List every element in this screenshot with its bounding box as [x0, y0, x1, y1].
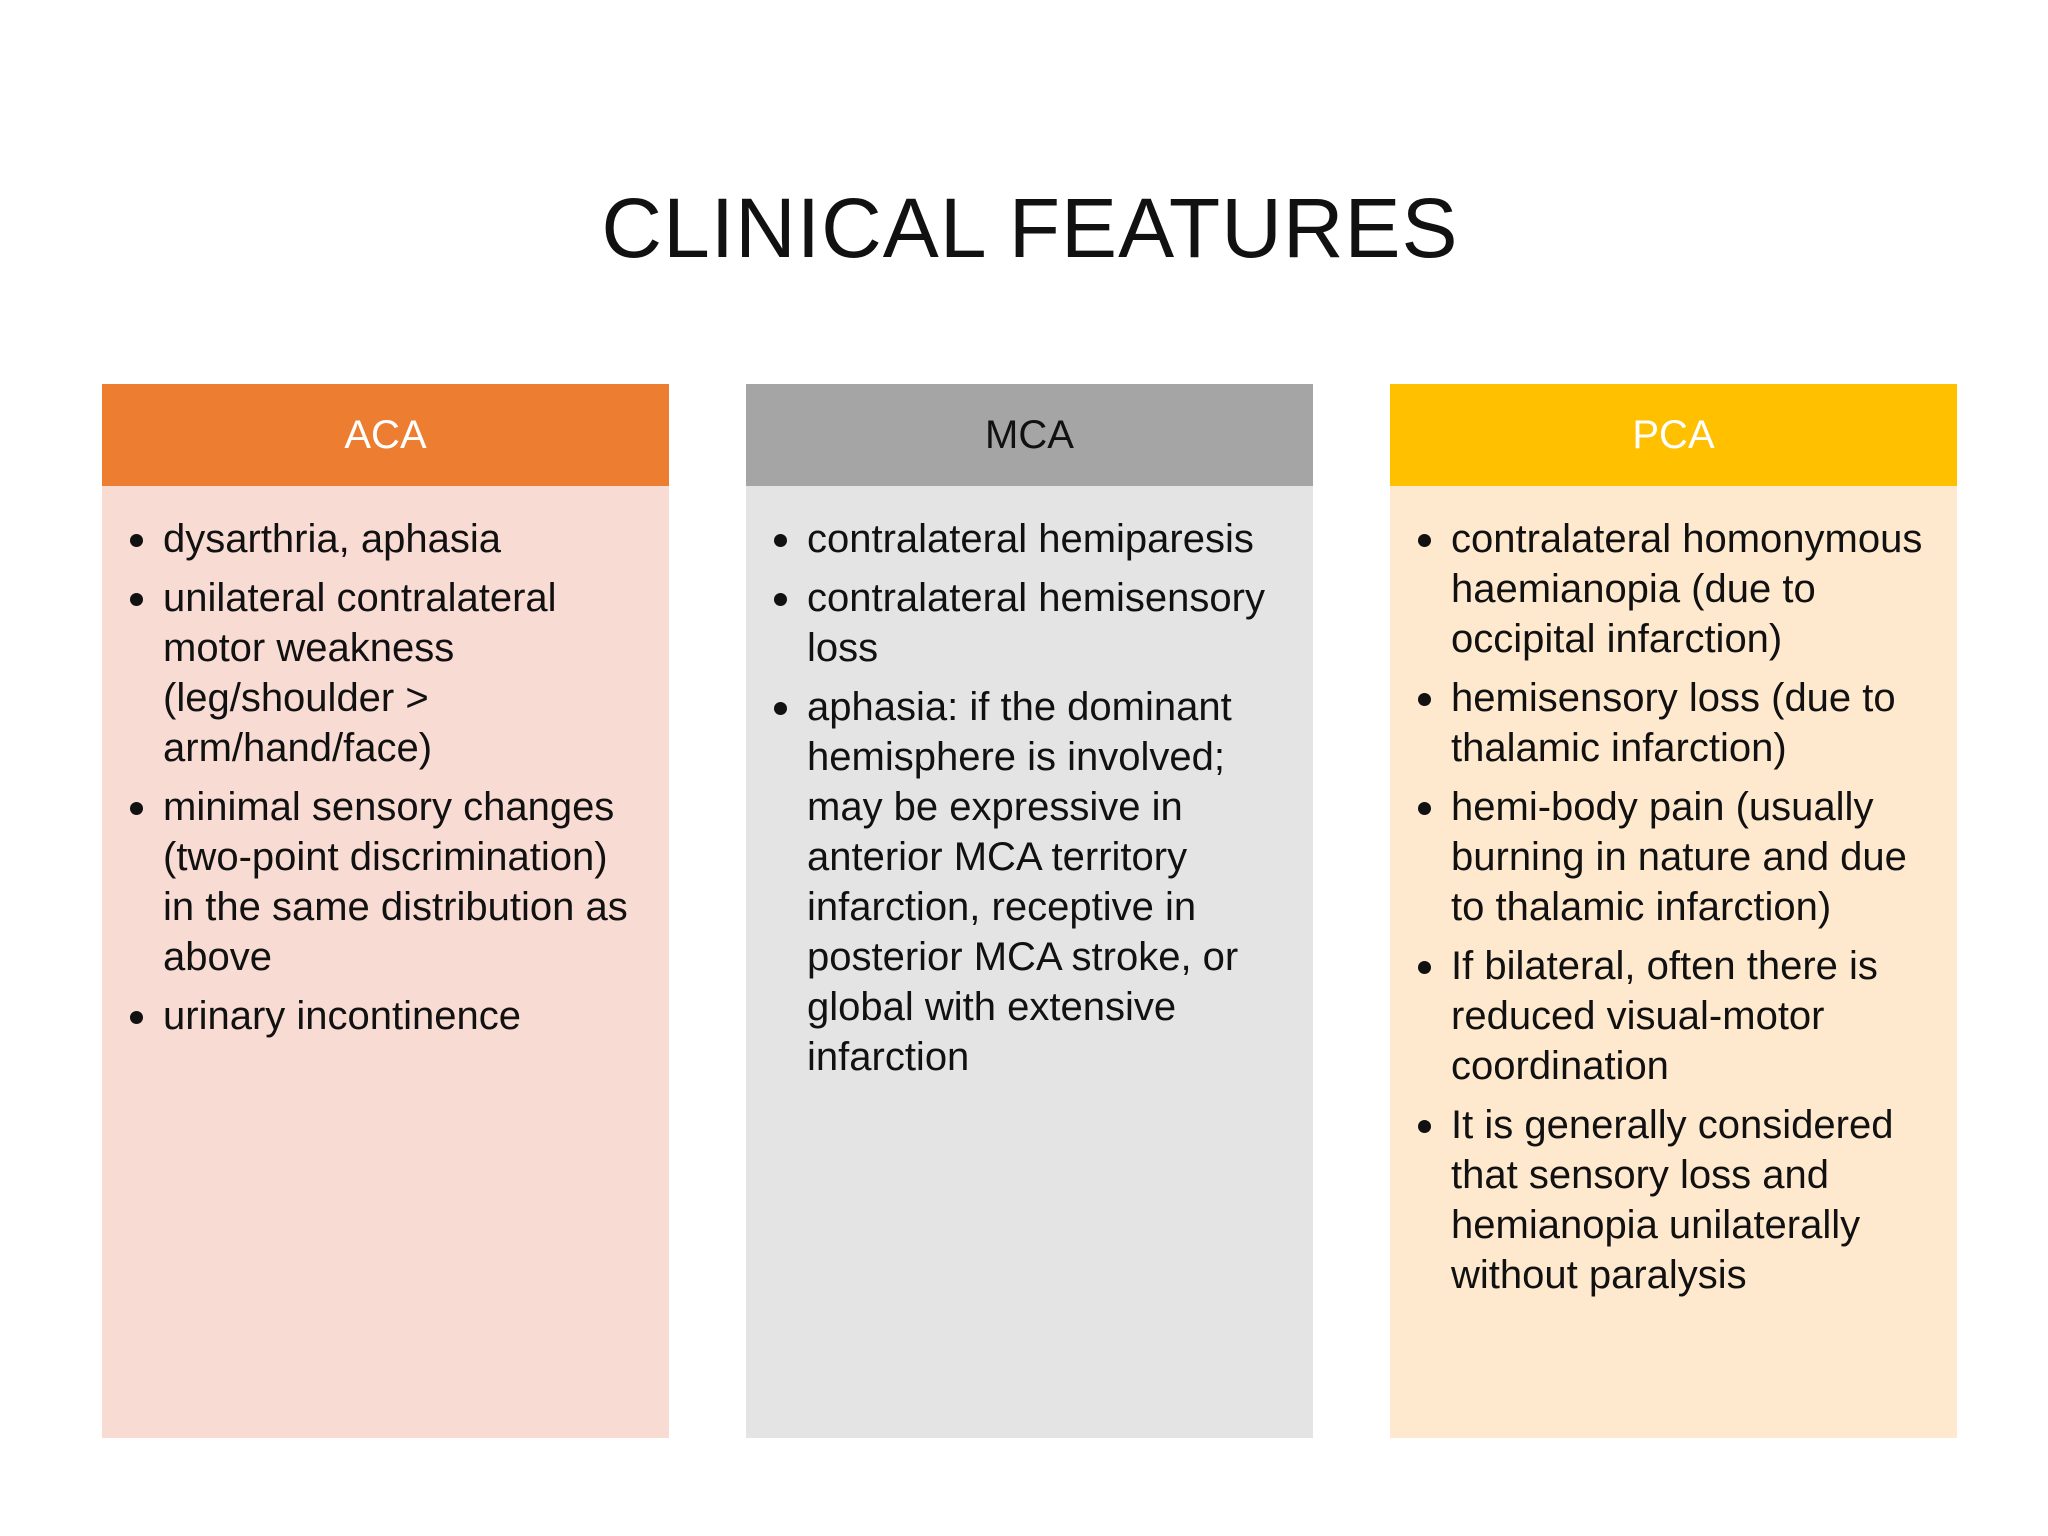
column-aca	[102, 384, 669, 1438]
column-header-pca: PCA	[1390, 384, 1957, 486]
bullet-item: minimal sensory changes (two-point discrimination) in the same distribution as above	[126, 782, 649, 982]
column-body-mca	[746, 486, 1313, 1438]
column-body-aca	[102, 486, 669, 1438]
bullet-item: contralateral hemisensory loss	[770, 573, 1293, 673]
bullet-item: unilateral contralateral motor weakness (leg/shoulder > arm/hand/face)	[126, 573, 649, 773]
bullet-item: If bilateral, often there is reduced visual-motor coordination	[1414, 941, 1937, 1091]
bullet-item: hemisensory loss (due to thalamic infarction)	[1414, 673, 1937, 773]
slide-title: CLINICAL FEATURES	[601, 181, 1459, 275]
bullet-item: hemi-body pain (usually burning in nature and due to thalamic infarction)	[1414, 782, 1937, 932]
bullet-item: aphasia: if the dominant hemisphere is involved; may be expressive in anterior MCA territory infarction, receptive in posterior MCA stroke, or global with extensive infarction	[770, 682, 1293, 1082]
column-body-pca	[1390, 486, 1957, 1438]
column-header-mca: MCA	[746, 384, 1313, 486]
bullet-item: contralateral hemiparesis	[770, 514, 1293, 564]
bullet-item: dysarthria, aphasia	[126, 514, 649, 564]
column-header-aca: ACA	[102, 384, 669, 486]
bullet-list-aca	[126, 514, 649, 1041]
bullet-item: contralateral homonymous haemianopia (due to occipital infarction)	[1414, 514, 1937, 664]
bullet-list-pca	[1414, 514, 1937, 1300]
bullet-item: urinary incontinence	[126, 991, 649, 1041]
column-mca	[746, 384, 1313, 1438]
bullet-item: It is generally considered that sensory loss and hemianopia unilaterally without paralysis	[1414, 1100, 1937, 1300]
column-pca	[1390, 384, 1957, 1438]
bullet-list-mca	[770, 514, 1293, 1082]
